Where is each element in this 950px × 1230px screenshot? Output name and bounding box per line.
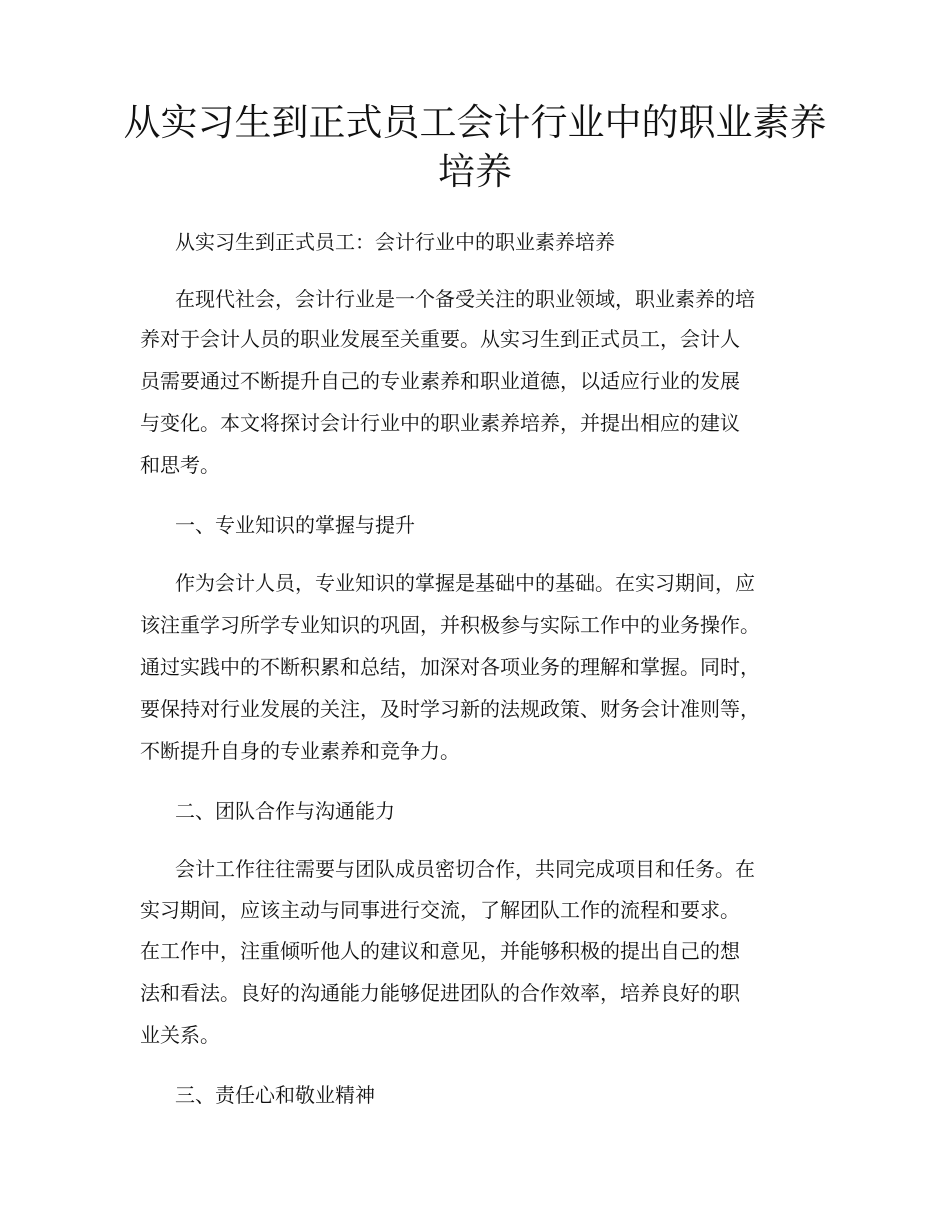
intro-line-5: 和思考。 <box>140 453 220 477</box>
section-2-heading: 二、团队合作与沟通能力 <box>175 799 395 823</box>
section-1-line-5: 不断提升自身的专业素养和竞争力。 <box>140 739 460 763</box>
section-2-line-4: 法和看法。良好的沟通能力能够促进团队的合作效率，培养良好的职 <box>140 981 740 1005</box>
document-title-line-2: 培养 <box>438 150 512 193</box>
intro-line-3: 员需要通过不断提升自己的专业素养和职业道德，以适应行业的发展 <box>140 369 740 393</box>
document-title-line-1: 从实习生到正式员工会计行业中的职业素养 <box>123 101 827 144</box>
document-subtitle: 从实习生到正式员工：会计行业中的职业素养培养 <box>175 230 615 254</box>
section-2-line-3: 在工作中，注重倾听他人的建议和意见，并能够积极的提出自己的想 <box>140 939 740 963</box>
section-1-heading: 一、专业知识的掌握与提升 <box>175 513 415 537</box>
section-1-line-4: 要保持对行业发展的关注，及时学习新的法规政策、财务会计准则等， <box>140 697 760 721</box>
section-2-line-1: 会计工作往往需要与团队成员密切合作，共同完成项目和任务。在 <box>175 857 755 881</box>
section-1-line-2: 该注重学习所学专业知识的巩固，并积极参与实际工作中的业务操作。 <box>140 613 760 637</box>
intro-line-2: 养对于会计人员的职业发展至关重要。从实习生到正式员工，会计人 <box>140 327 740 351</box>
intro-line-1: 在现代社会，会计行业是一个备受关注的职业领域，职业素养的培 <box>175 287 755 311</box>
section-2-line-2: 实习期间，应该主动与同事进行交流，了解团队工作的流程和要求。 <box>140 898 740 922</box>
section-1-line-3: 通过实践中的不断积累和总结，加深对各项业务的理解和掌握。同时， <box>140 655 760 679</box>
intro-line-4: 与变化。本文将探讨会计行业中的职业素养培养，并提出相应的建议 <box>140 411 740 435</box>
section-3-heading: 三、责任心和敬业精神 <box>175 1083 375 1107</box>
section-1-line-1: 作为会计人员，专业知识的掌握是基础中的基础。在实习期间，应 <box>175 571 755 595</box>
section-2-line-5: 业关系。 <box>140 1023 220 1047</box>
